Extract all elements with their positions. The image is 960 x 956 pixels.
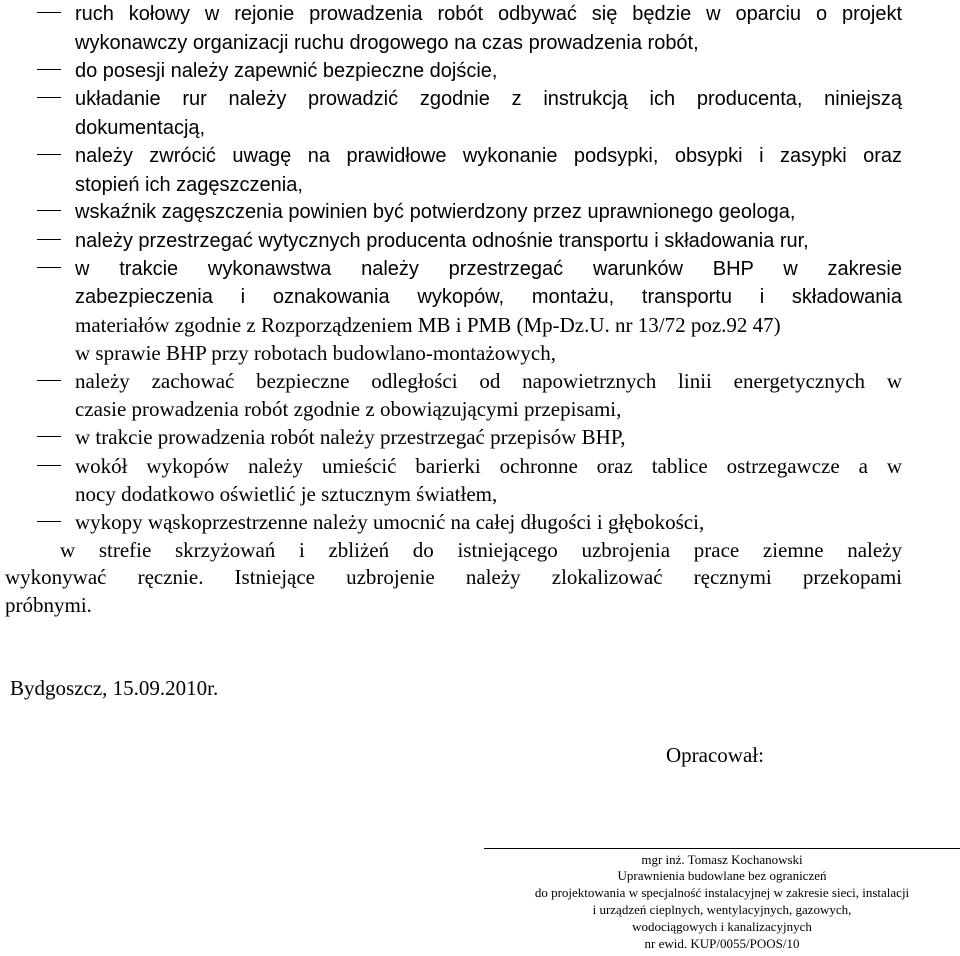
bullet-dash [37, 521, 61, 522]
item-2-line-0: układanie rur należy prowadzić zgodnie z instrukcją ich producenta, niniejszą [75, 88, 902, 110]
prepared-by-label: Opracował: [666, 743, 764, 767]
bullet-dash [37, 154, 61, 155]
item-7-line-1: czasie prowadzenia robót zgodnie z obowiązującymi przepisami, [75, 397, 622, 421]
bullet-dash [37, 267, 61, 268]
bullet-dash [37, 436, 61, 437]
bullet-dash [37, 12, 61, 13]
bullet-dash [37, 97, 61, 98]
item-0-line-1: wykonawczy organizacji ruchu drogowego na czas prowadzenia robót, [75, 32, 699, 54]
signature-scope: i urządzeń cieplnych, wentylacyjnych, gazowych, [592, 902, 852, 917]
bullet-dash [37, 380, 61, 381]
item-0-line-0: ruch kołowy w rejonie prowadzenia robót odbywać się będzie w oparciu o projekt [75, 3, 902, 25]
signature-specialty: do projektowania w specjalność instalacyjnej w zakresie sieci, instalacji [534, 885, 910, 900]
item-8-line-0: w trakcie prowadzenia robót należy przestrzegać przepisów BHP, [75, 425, 626, 449]
item-4-line-0: wskaźnik zagęszczenia powinien być potwierdzony przez uprawnionego geologa, [75, 201, 796, 223]
item-7-line-0: należy zachować bezpieczne odległości od napowietrznych linii energetycznych w [75, 369, 902, 393]
bullet-dash [37, 465, 61, 466]
item-6-line-3: w sprawie BHP przy robotach budowlano-montażowych, [75, 341, 556, 365]
bullet-dash [37, 69, 61, 70]
paragraph-line-1: w strefie skrzyżowań i zbliżeń do istniejącego uzbrojenia prace ziemne należy [60, 538, 902, 562]
signature-registration: nr ewid. KUP/0055/POOS/10 [644, 936, 800, 951]
item-9-line-1: nocy dodatkowo oświetlić je sztucznym światłem, [75, 482, 498, 506]
item-10-line-0: wykopy wąskoprzestrzenne należy umocnić na całej długości i głębokości, [75, 510, 705, 534]
item-6-line-1: zabezpieczenia i oznakowania wykopów, montażu, transportu i składowania [75, 286, 902, 308]
item-6-line-0: w trakcie wykonawstwa należy przestrzegać warunków BHP w zakresie [75, 258, 902, 280]
item-1-line-0: do posesji należy zapewnić bezpieczne dojście, [75, 60, 498, 82]
signature-scope-cont: wodociągowych i kanalizacyjnych [632, 919, 812, 934]
signature-name: mgr inż. Tomasz Kochanowski [641, 852, 803, 867]
item-2-line-1: dokumentacją, [75, 117, 206, 139]
place-date: Bydgoszcz, 15.09.2010r. [10, 676, 219, 700]
item-6-line-2: materiałów zgodnie z Rozporządzeniem MB i PMB (Mp-Dz.U. nr 13/72 poz.92 47) [75, 313, 781, 337]
paragraph-line-2: wykonywać ręcznie. Istniejące uzbrojenie należy zlokalizować ręcznymi przekopami [5, 565, 902, 589]
signature-license: Uprawnienia budowlane bez ograniczeń [617, 868, 827, 883]
item-5-line-0: należy przestrzegać wytycznych producenta odnośnie transportu i składowania rur, [75, 230, 809, 252]
item-3-line-1: stopień ich zagęszczenia, [75, 174, 303, 196]
bullet-dash [37, 239, 61, 240]
paragraph-line-3: próbnymi. [5, 593, 92, 617]
item-9-line-0: wokół wykopów należy umieścić barierki ochronne oraz tablice ostrzegawcze a w [75, 454, 902, 478]
signature-line [484, 848, 960, 849]
item-3-line-0: należy zwrócić uwagę na prawidłowe wykonanie podsypki, obsypki i zasypki oraz [75, 145, 902, 167]
bullet-dash [37, 210, 61, 211]
